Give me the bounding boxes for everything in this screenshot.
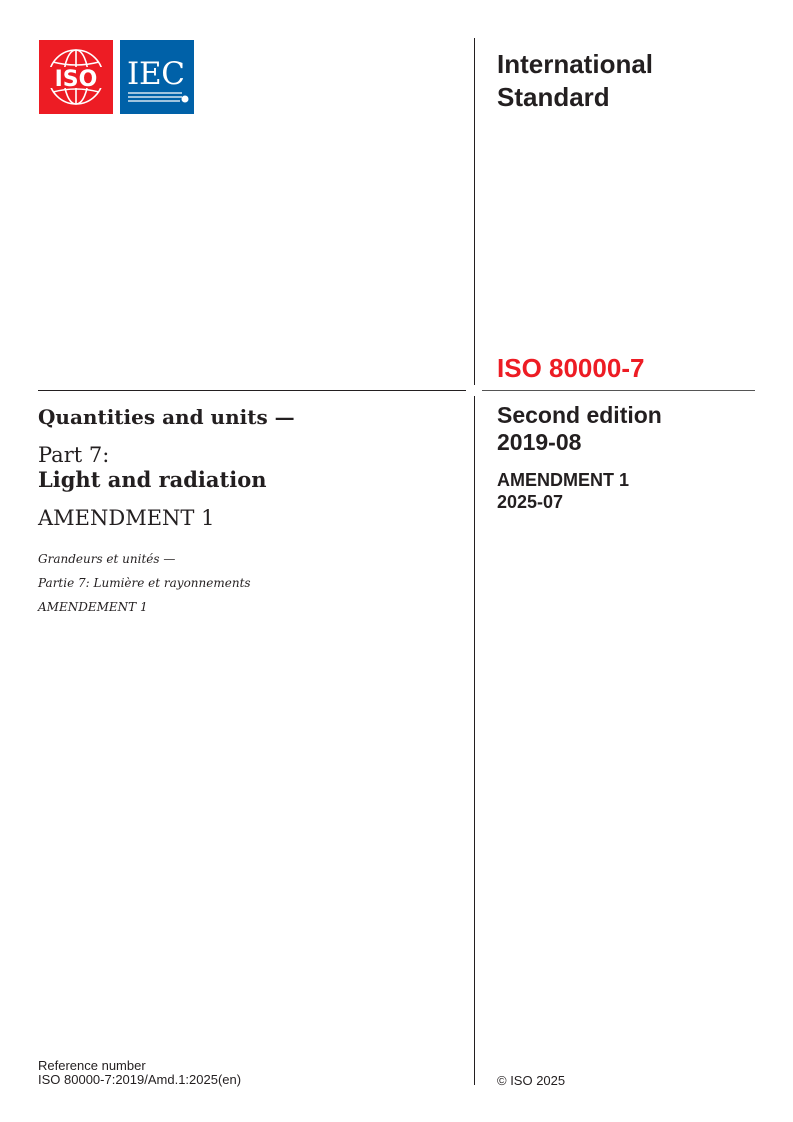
document-type [497,48,653,114]
svg-text:ISO: ISO [54,67,98,92]
svg-text:IEC: IEC [127,56,185,92]
reference-block [38,1059,241,1087]
title-subtitle: Light and radiation [38,467,267,492]
vertical-divider-top [474,38,475,385]
vertical-divider-bottom [474,396,475,1085]
amendment-date: 2025-07 [497,492,564,512]
title-amendment: AMENDMENT 1 [38,506,215,530]
horizontal-divider-left [38,390,466,391]
title-main: Quantities and units — [38,405,295,429]
french-title-main: Grandeurs et unités — [38,552,176,566]
french-title [38,547,251,619]
reference-number: ISO 80000-7:2019/Amd.1:2025(en) [38,1072,242,1087]
edition-label: Second edition [497,402,662,428]
document-type-line1: International [497,49,654,79]
copyright: © ISO 2025 [497,1073,566,1088]
document-type-line2: Standard [497,82,610,112]
reference-label: Reference number [38,1058,146,1073]
title-part: Part 7: [38,443,110,467]
amendment-block [497,469,629,513]
french-title-part: Partie 7: Lumière et rayonnements [38,576,251,590]
amendment-label: AMENDMENT 1 [497,470,630,490]
standard-number: ISO 80000-7 [497,353,645,383]
globe-icon [39,40,113,114]
iec-logo [120,40,194,114]
horizontal-divider-right [482,390,755,391]
edition-block [497,402,662,456]
iso-logo [39,40,113,114]
french-title-amendment: AMENDEMENT 1 [38,600,148,614]
edition-date: 2019-08 [497,429,582,455]
